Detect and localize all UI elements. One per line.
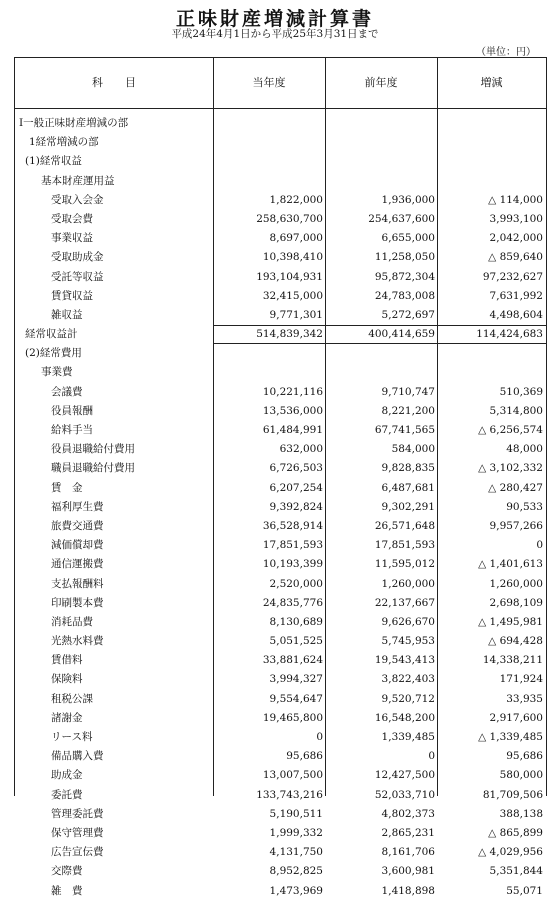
previous-year-value: 4,802,373 [381, 807, 435, 820]
row-label: 管理委託費 [51, 807, 104, 820]
change-value: 3,993,100 [489, 212, 543, 225]
change-value: 5,351,844 [489, 865, 543, 878]
previous-year-value: 11,258,050 [374, 251, 435, 264]
row-label: 賃借料 [51, 654, 83, 667]
row-label: 事業収益 [51, 232, 93, 245]
table-row [15, 651, 546, 670]
row-label: 諸謝金 [51, 711, 83, 724]
table-row [15, 421, 546, 440]
current-year-value: 9,554,647 [269, 692, 323, 705]
row-label: 役員報酬 [51, 404, 93, 417]
change-value: 81,709,506 [482, 788, 543, 801]
change-value: 9,957,266 [489, 519, 543, 532]
previous-year-value: 400,414,659 [368, 328, 435, 341]
current-year-value: 8,697,000 [269, 232, 323, 245]
change-value: 171,924 [499, 673, 543, 686]
document-title: 正味財産増減計算書 [175, 8, 374, 30]
table-row [15, 268, 546, 287]
table-row [15, 344, 546, 363]
change-value: 14,338,211 [482, 654, 543, 667]
row-label: Ⅰ一般正味財産増減の部 [19, 117, 129, 129]
previous-year-value: 26,571,648 [374, 519, 435, 532]
previous-year-value: 9,302,291 [381, 500, 435, 513]
table-row [15, 670, 546, 689]
change-value: 97,232,627 [482, 270, 543, 283]
current-year-value: 1,822,000 [269, 193, 323, 206]
current-year-value: 17,851,593 [262, 539, 323, 552]
current-year-value: 6,207,254 [269, 481, 323, 494]
current-year-value: 36,528,914 [262, 519, 323, 532]
previous-year-value: 8,161,706 [381, 846, 435, 859]
table-row [15, 805, 546, 824]
previous-year-value: 6,655,000 [381, 232, 435, 245]
current-year-value: 5,190,511 [269, 807, 323, 820]
table-row [15, 862, 546, 881]
previous-year-value: 5,745,953 [381, 635, 435, 648]
previous-year-value: 9,626,670 [381, 615, 435, 628]
row-label: 委託費 [51, 788, 83, 801]
table-row [15, 114, 546, 133]
row-label: 雑収益 [51, 308, 83, 321]
table-body [15, 114, 546, 901]
change-value: 90,533 [506, 500, 543, 513]
current-year-value: 632,000 [279, 443, 323, 456]
change-value: △ 694,428 [488, 635, 543, 648]
table-row [15, 843, 546, 862]
previous-year-value: 1,418,898 [381, 884, 435, 897]
current-year-value: 9,392,824 [269, 500, 323, 513]
current-year-value: 514,839,342 [256, 328, 323, 341]
row-label: 交際費 [51, 865, 83, 878]
current-year-value: 8,952,825 [269, 865, 323, 878]
change-value: 580,000 [499, 769, 543, 782]
previous-year-value: 95,872,304 [374, 270, 435, 283]
row-label: リース料 [51, 731, 93, 743]
previous-year-value: 16,548,200 [374, 711, 435, 724]
table-row [15, 191, 546, 210]
row-label: 受取入会金 [51, 193, 104, 206]
change-value: 1,260,000 [489, 577, 543, 590]
current-year-value: 4,131,750 [269, 846, 323, 859]
table-row [15, 229, 546, 248]
previous-year-value: 1,936,000 [381, 193, 435, 206]
table-row [15, 210, 546, 229]
change-value: 0 [536, 539, 543, 552]
current-year-value: 19,465,800 [262, 711, 323, 724]
change-value: △ 1,495,981 [478, 615, 543, 628]
table-header [15, 58, 546, 109]
reporting-period: 平成24年4月1日から平成25年3月31日まで [171, 28, 379, 40]
current-year-value: 3,994,327 [269, 673, 323, 686]
table-row [15, 555, 546, 574]
table-row [15, 133, 546, 152]
current-year-value: 8,130,689 [269, 615, 323, 628]
change-value: △ 3,102,332 [478, 462, 543, 475]
row-label: 備品購入費 [51, 750, 104, 763]
previous-year-value: 24,783,008 [374, 289, 435, 302]
row-label: 受取助成金 [51, 251, 104, 264]
table-row [15, 248, 546, 267]
previous-year-value: 19,543,413 [374, 654, 435, 667]
row-label: 給料手当 [51, 424, 93, 436]
current-year-value: 133,743,216 [256, 788, 323, 801]
table-row [15, 747, 546, 766]
previous-year-value: 0 [428, 750, 435, 763]
table-row [15, 152, 546, 171]
table-row [15, 325, 546, 344]
table-row [15, 402, 546, 421]
previous-year-value: 8,221,200 [381, 404, 435, 417]
previous-year-value: 11,595,012 [374, 558, 435, 571]
previous-year-value: 584,000 [391, 443, 435, 456]
row-label: 支払報酬料 [51, 577, 104, 590]
row-label: 役員退職給付費用 [51, 443, 135, 456]
previous-year-value: 1,339,485 [381, 731, 435, 743]
table-row [15, 632, 546, 651]
row-label: 印刷製本費 [51, 596, 104, 609]
change-value: 114,424,683 [476, 328, 543, 341]
table-row [15, 459, 546, 478]
row-label: 事業費 [41, 366, 73, 379]
current-year-value: 32,415,000 [262, 289, 323, 302]
previous-year-value: 254,637,600 [368, 212, 435, 225]
previous-year-value: 9,710,747 [381, 385, 435, 398]
row-label: 広告宣伝費 [51, 846, 104, 859]
change-value: △ 859,640 [488, 251, 543, 264]
table-row [15, 479, 546, 498]
table-row [15, 613, 546, 632]
previous-year-value: 2,865,231 [381, 826, 435, 839]
subtotal-rule [213, 325, 546, 326]
current-year-value: 33,881,624 [262, 654, 323, 667]
current-year-value: 95,686 [286, 750, 323, 763]
change-value: △ 4,029,956 [478, 846, 543, 859]
current-year-value: 5,051,525 [269, 635, 323, 648]
change-value: 55,071 [506, 884, 543, 897]
change-value: 7,631,992 [489, 289, 543, 302]
current-year-value: 10,221,116 [262, 385, 323, 398]
current-year-value: 10,398,410 [262, 251, 323, 264]
row-label: 旅費交通費 [51, 519, 104, 532]
current-year-value: 9,771,301 [269, 308, 323, 321]
table-row [15, 306, 546, 325]
table-row [15, 882, 546, 901]
table-row [15, 786, 546, 805]
current-year-value: 1,999,332 [269, 826, 323, 839]
previous-year-value: 6,487,681 [381, 481, 435, 494]
current-year-value: 24,835,776 [262, 596, 323, 609]
table-row [15, 594, 546, 613]
previous-year-value: 12,427,500 [374, 769, 435, 782]
row-label: 職員退職給付費用 [51, 462, 135, 475]
row-label: 受取会費 [51, 212, 93, 225]
table-row [15, 536, 546, 555]
change-value: △ 1,401,613 [478, 558, 543, 571]
change-value: 2,698,109 [489, 596, 543, 609]
current-year-value: 2,520,000 [269, 577, 323, 590]
row-label: 賃 金 [51, 481, 83, 494]
row-label: 通信運搬費 [51, 558, 104, 571]
row-label: 保険料 [51, 673, 83, 686]
statement-table [14, 57, 547, 897]
previous-year-value: 17,851,593 [374, 539, 435, 552]
table-row [15, 440, 546, 459]
row-label: 減価償却費 [51, 539, 104, 552]
previous-year-value: 5,272,697 [381, 308, 435, 321]
row-label: 光熱水料費 [51, 635, 104, 648]
change-value: 510,369 [499, 385, 543, 398]
change-value: △ 1,339,485 [478, 731, 543, 743]
row-label: 受託等収益 [51, 270, 104, 283]
header-previous-year: 前年度 [364, 76, 398, 89]
previous-year-value: 3,600,981 [381, 865, 435, 878]
change-value: 33,935 [506, 692, 543, 705]
table-row [15, 575, 546, 594]
table-row [15, 383, 546, 402]
change-value: △ 280,427 [488, 481, 543, 494]
previous-year-value: 9,520,712 [381, 692, 435, 705]
row-label: 雑 費 [51, 884, 83, 897]
change-value: △ 865,899 [488, 826, 543, 839]
table-row [15, 172, 546, 191]
header-current-year: 当年度 [252, 76, 286, 89]
current-year-value: 13,536,000 [262, 404, 323, 417]
row-label: 助成金 [51, 769, 83, 782]
row-label: (1)経常収益 [25, 155, 82, 168]
change-value: 48,000 [506, 443, 543, 456]
previous-year-value: 22,137,667 [374, 596, 435, 609]
change-value: 2,917,600 [489, 711, 543, 724]
change-value: 2,042,000 [489, 232, 543, 245]
row-label: (2)経常費用 [25, 347, 82, 360]
row-label: 消耗品費 [51, 615, 93, 628]
table-row [15, 517, 546, 536]
current-year-value: 10,193,399 [262, 558, 323, 571]
current-year-value: 13,007,500 [262, 769, 323, 782]
table-row [15, 287, 546, 306]
current-year-value: 6,726,503 [269, 462, 323, 475]
change-value: △ 6,256,574 [478, 424, 543, 436]
change-value: 5,314,800 [489, 404, 543, 417]
row-label: 賃貸収益 [51, 289, 93, 302]
row-label: 経常収益計 [25, 328, 78, 341]
current-year-value: 1,473,969 [269, 884, 323, 897]
change-value: △ 114,000 [488, 193, 543, 206]
change-value: 388,138 [499, 807, 543, 820]
table-row [15, 766, 546, 785]
current-year-value: 61,484,991 [262, 424, 323, 436]
row-label: 福利厚生費 [51, 500, 104, 513]
previous-year-value: 3,822,403 [381, 673, 435, 686]
change-value: 95,686 [506, 750, 543, 763]
current-year-value: 0 [316, 731, 323, 743]
previous-year-value: 67,741,565 [374, 424, 435, 436]
unit-note: （単位：円） [476, 47, 536, 58]
table-row [15, 690, 546, 709]
row-label: 租税公課 [51, 692, 93, 705]
table-row [15, 498, 546, 517]
row-label: 基本財産運用益 [41, 174, 115, 187]
change-value: 4,498,604 [489, 308, 543, 321]
table-row [15, 728, 546, 747]
row-label: 会議費 [51, 385, 83, 398]
previous-year-value: 1,260,000 [381, 577, 435, 590]
row-label: 保守管理費 [51, 826, 104, 839]
previous-year-value: 52,033,710 [374, 788, 435, 801]
current-year-value: 193,104,931 [256, 270, 323, 283]
current-year-value: 258,630,700 [256, 212, 323, 225]
header-account: 科 目 [92, 76, 136, 89]
previous-year-value: 9,828,835 [381, 462, 435, 475]
header-change: 増減 [480, 76, 503, 89]
table-row [15, 363, 546, 382]
table-row [15, 824, 546, 843]
table-row [15, 709, 546, 728]
row-label: 1経常増減の部 [29, 136, 99, 149]
